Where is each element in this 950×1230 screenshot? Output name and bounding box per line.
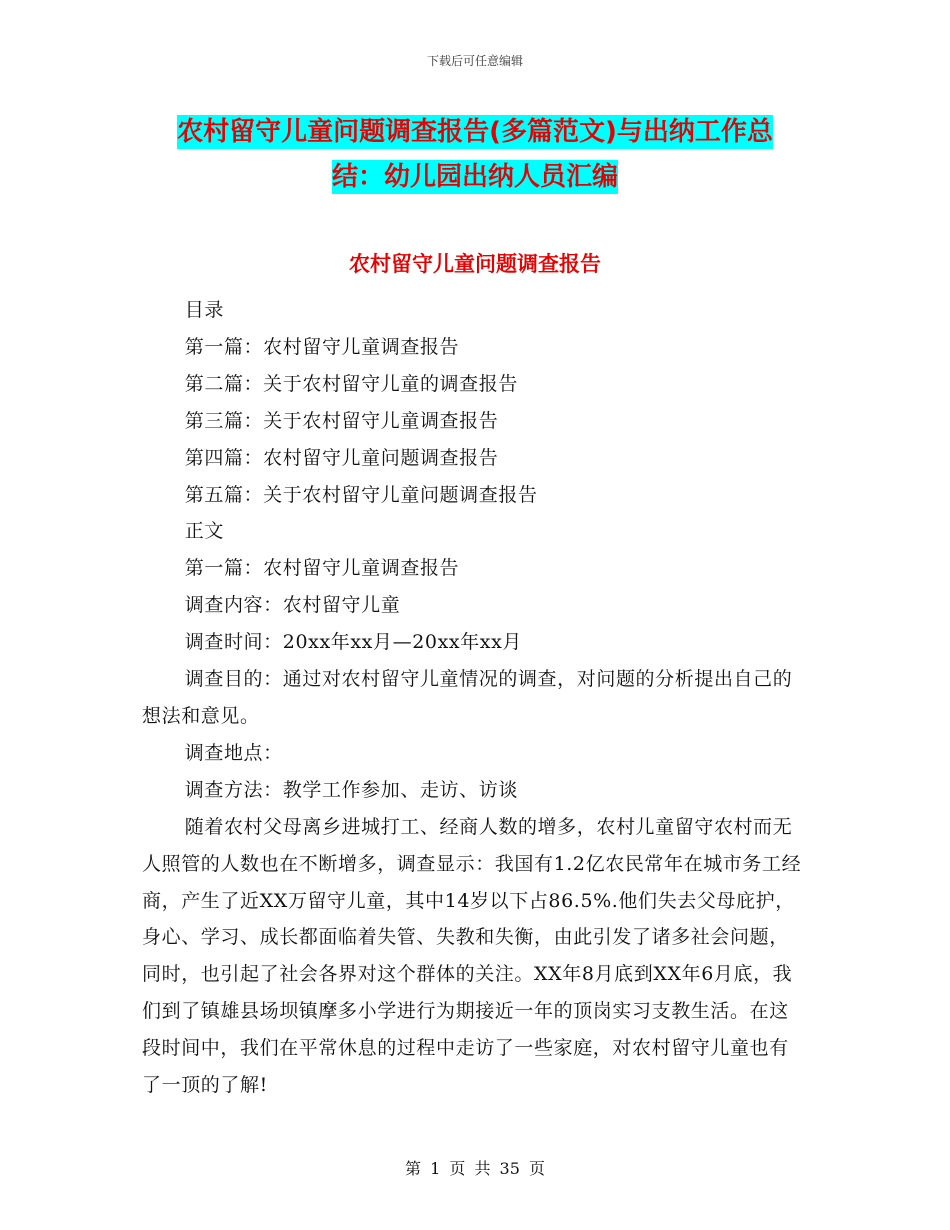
chapter-title: 第一篇：农村留守儿童调查报告 <box>184 557 460 580</box>
toc-item-2: 第二篇：关于农村留守儿童的调查报告 <box>184 372 518 395</box>
survey-location: 调查地点： <box>184 741 283 764</box>
section-title: 农村留守儿童问题调查报告 <box>349 252 601 276</box>
toc-item-1: 第一篇：农村留守儿童调查报告 <box>184 335 460 358</box>
page-number: 第 1 页 共 35 页 <box>405 1159 545 1178</box>
toc-item-3: 第三篇：关于农村留守儿童调查报告 <box>184 409 499 432</box>
document-title-line-2: 结：幼儿园出纳人员汇编 <box>331 162 618 192</box>
survey-method: 调查方法：教学工作参加、走访、访谈 <box>184 778 518 801</box>
body-heading: 正文 <box>184 520 224 543</box>
survey-time: 调查时间：20xx年xx月—20xx年xx月 <box>184 631 523 654</box>
document-title <box>140 110 810 200</box>
survey-purpose: 调查目的：通过对农村留守儿童情况的调查，对问题的分析提出自己的想法和意见。 <box>142 668 793 727</box>
document-title-line-1: 农村留守儿童问题调查报告(多篇范文)与出纳工作总 <box>177 117 773 147</box>
survey-content: 调查内容：农村留守儿童 <box>184 594 401 617</box>
toc-item-5: 第五篇：关于农村留守儿童问题调查报告 <box>184 483 538 506</box>
body-paragraph: 随着农村父母离乡进城打工、经商人数的增多，农村儿童留守农村而无人照管的人数也在不断增多，调查显示：我国有1.2亿农民常年在城市务工经商，产生了近XX万留守儿童，其中14岁以下占86.5%.他们失去父母庇护，身心、学习、成长都面临着失管、失教和失衡，由此引发了诸多社会问题，同时，也引起了社会各界对这个群体的关注。XX年8月底到XX年6月底，我们到了镇雄县场坝镇摩多小学进行为期接近一年的顶岗实习支教生活。在这段时间中，我们在平常休息的过程中走访了一些家庭，对农村留守儿童也有了一顶的了解! <box>142 815 802 1097</box>
document-body <box>142 292 808 1104</box>
page-header-note: 下载后可任意编辑 <box>426 54 523 68</box>
toc-item-4: 第四篇：农村留守儿童问题调查报告 <box>184 446 499 469</box>
toc-heading: 目录 <box>184 299 224 321</box>
